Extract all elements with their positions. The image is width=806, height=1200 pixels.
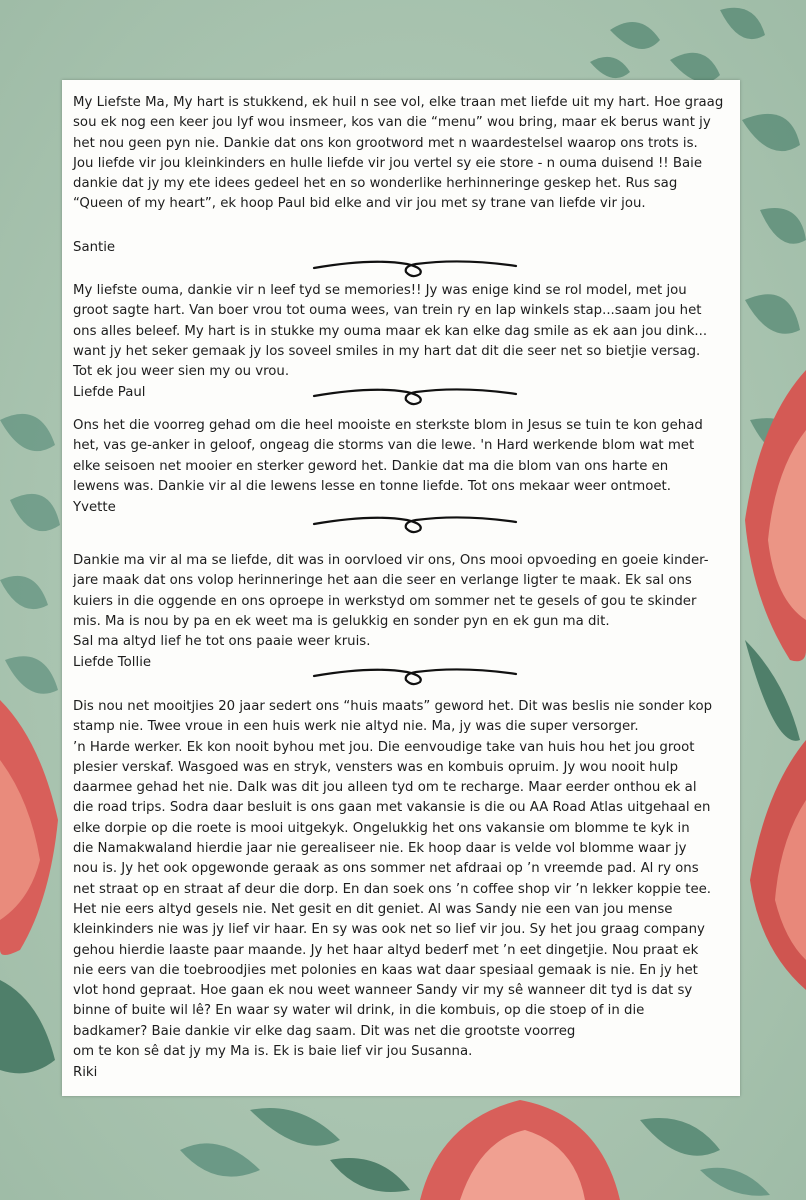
tribute-paul-text: My liefste ouma, dankie vir n leef tyd se memories!! Jy was enige kind se rol model, met jou groot sagte hart. Van boer vrou tot ouma wees, van trein ry en lap winkels stap...saam jou het ons alles beleef. My hart is in stukke my ouma maar ek kan elke dag smile as ek aan jou dink... want jy het seker gemaak jy los soveel smiles in my hart dat dit die seer net so bietjie versag. Tot ek jou weer sien my ou vrou. — [73, 283, 708, 380]
tribute-santie-text: My Liefste Ma, My hart is stukkend, ek huil n see vol, elke traan met liefde uit my hart. Hoe graag sou ek nog een keer jou lyf wou insmeer, kos van die “menu” wou bring, maar ek berus want jy het nou geen pyn nie. Dankie dat ons kon grootword met n waardestelsel waarop ons trots is. Jou liefde vir jou kleinkinders en hulle liefde vir jou vertel sy eie store - n ouma duisend !! Baie dankie dat jy my ete idees gedeel het en so wonderlike herhinneringe geskep het. Rus sag “Queen of my heart”, ek hoop Paul bid elke and vir jou met sy trane van liefde vir jou. — [73, 95, 724, 212]
signature-santie: Santie — [73, 240, 116, 255]
tribute-yvette-text: Ons het die voorreg gehad om die heel mooiste en sterkste blom in Jesus se tuin te kon gehad het, vas ge-anker in geloof, ongeag die storms van die lewe. 'n Hard werkende blom wat met elke seisoen net mooier en sterker geword het. Dankie dat ma die blom van ons harte en lewens was. Dankie vir al die lewens lesse en tonne liefde. Tot ons mekaar weer ontmoet. — [73, 418, 703, 494]
signature-yvette: Yvette — [73, 500, 116, 515]
tribute-riki-text: Dis nou net mooitjies 20 jaar sedert ons “huis maats” geword het. Dit was beslis nie sonder kop stamp nie. Twee vroue in een huis werk nie altyd nie. Ma, jy was die super versorger. ’n Harde werker. Ek kon nooit byhou met jou. Die eenvoudige take van huis hou het jou groot plesier verskaf. Wasgoed was en stryk, vensters was en kombuis opruim. Jy wou nooit hulp daarmee gehad het nie. Dalk was dit jou alleen tyd om te recharge. Maar eerder onthou ek al die road trips. Sodra daar besluit is ons gaan met vakansie is die ou AA Road Atlas uitgehaal en elke dorpie op die roete is mooi uitgekyk. Ongelukkig het ons vakansie om blomme te kyk in die Namakwaland hierdie jaar nie gerealiseer nie. Ek hoop daar is velde vol blomme waar jy nou is. Jy het ook opgewonde geraak as ons sommer net afdraai op ’n vreemde pad. Al ry ons net straat op en straat af deur die dorp. En dan soek ons ’n coffee shop vir ’n lekker koppie tee. Het nie eers altyd gesels nie. Net gesit en dit geniet. Al was Sandy nie een van jou mense kleinkinders nie was jy lief vir haar. En sy was ook net so lief vir jou. Sy het jou graag company gehou hierdie laaste paar maande. Jy het haar altyd bederf met ’n eet dingetjie. Nou praat ek nie eers van die toebroodjies met polonies en kaas wat daar spesiaal gemaak is nie. En jy het vlot hond gepraat. Hoe gaan ek nou weet wanneer Sandy vir my sê wanneer dit tyd is dat sy binne of buite wil lê? En waar sy water wil drink, in die kombuis, op die stoep of in die badkamer? Baie dankie vir elke dag saam. Dit was net die grootste voorreg om te kon sê dat jy my Ma is. Ek is baie lief vir jou Susanna. — [73, 699, 713, 1060]
swirl-divider-icon — [312, 660, 518, 686]
swirl-divider-icon — [312, 380, 518, 406]
signature-riki: Riki — [73, 1065, 98, 1080]
swirl-divider-icon — [312, 508, 518, 534]
signature-tollie: Liefde Tollie — [73, 655, 152, 670]
signature-paul: Liefde Paul — [73, 385, 146, 400]
swirl-divider-icon — [312, 252, 518, 278]
tribute-tollie-text: Dankie ma vir al ma se liefde, dit was in oorvloed vir ons, Ons mooi opvoeding en goeie kinder- jare maak dat ons volop herinneringe het aan die seer en verlange ligter te maak. Ek sal ons kuiers in die oggende en ons oproepe in werkstyd om sommer net te gesels of gou te skinder mis. Ma is nou by pa en ek weet ma is gelukkig en sonder pyn en ek gun ma dit. Sal ma altyd lief he tot ons paaie weer kruis. — [73, 553, 709, 650]
